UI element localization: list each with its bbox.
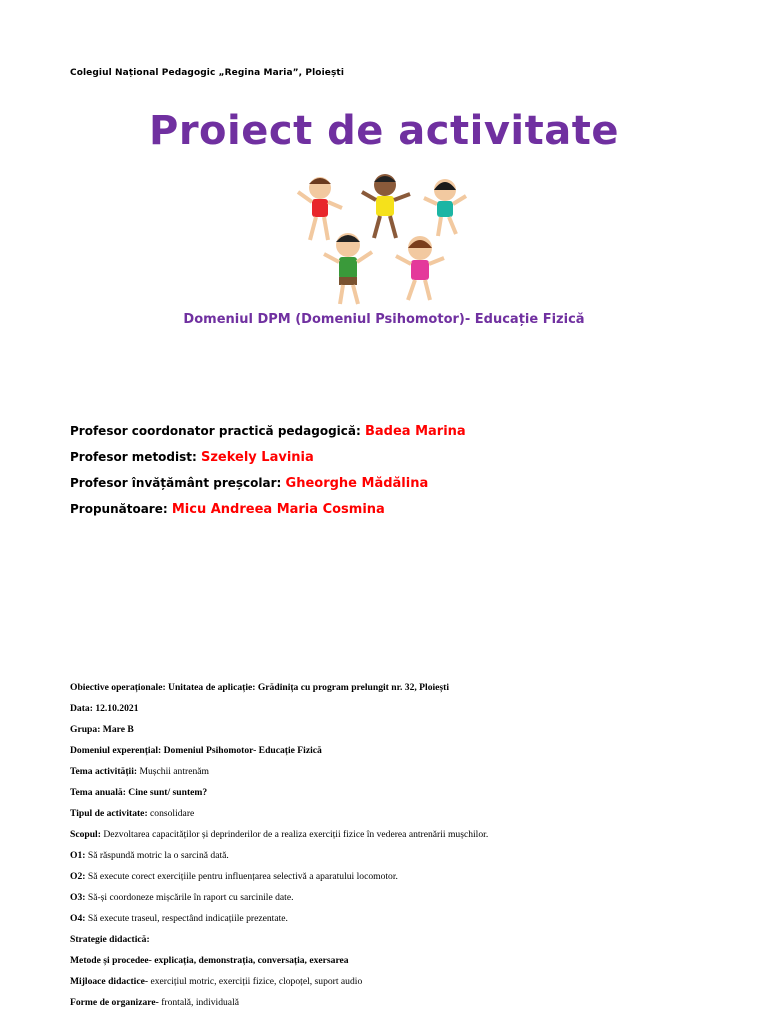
info-label: O3: <box>70 892 88 903</box>
info-value: Domeniul Psihomotor- Educație Fizică <box>163 745 322 756</box>
info-row <box>70 766 488 787</box>
info-row <box>70 850 488 871</box>
info-label: Data: <box>70 703 96 714</box>
role-row-teacher <box>70 476 466 502</box>
info-label: O2: <box>70 871 88 882</box>
role-label: Profesor coordonator practică pedagogică: <box>70 424 365 438</box>
child-green-icon <box>324 233 372 304</box>
info-row <box>70 745 488 766</box>
info-value: Să execute traseul, respectând indicațiile prezentate. <box>87 913 288 924</box>
info-row <box>70 955 488 976</box>
info-value: 12.10.2021 <box>95 703 139 714</box>
info-value: explicația, demonstrația, conversația, exersarea <box>154 955 349 966</box>
info-value: frontală, individuală <box>161 997 239 1008</box>
info-row <box>70 976 488 997</box>
role-value: Gheorghe Mădălina <box>285 476 429 491</box>
child-yellow-icon <box>362 174 410 238</box>
role-label: Propunătoare: <box>70 502 172 516</box>
info-row <box>70 997 488 1018</box>
info-label: Grupa: <box>70 724 103 735</box>
info-row <box>70 913 488 934</box>
info-label: O1: <box>70 850 88 861</box>
info-row <box>70 703 488 724</box>
domain-subtitle: Domeniul DPM (Domeniul Psihomotor)- Educație Fizică <box>183 312 585 327</box>
info-row <box>70 808 488 829</box>
info-value: Mare B <box>102 724 134 735</box>
info-label: Mijloace didactice- <box>70 976 151 987</box>
info-value: exercițiul motric, exerciții fizice, clopoțel, suport audio <box>150 976 363 987</box>
role-value: Szekely Lavinia <box>200 450 314 465</box>
info-label: Domeniul experențial: <box>70 745 164 756</box>
role-label: Profesor metodist: <box>70 450 201 464</box>
info-label: Obiective operaționale: <box>70 682 169 693</box>
role-value: Micu Andreea Maria Cosmina <box>171 502 385 517</box>
info-label: Strategie didactică: <box>70 934 150 945</box>
activity-details <box>70 682 488 1018</box>
child-red-icon <box>298 177 342 240</box>
info-row <box>70 724 488 745</box>
child-teal-icon <box>424 179 466 236</box>
role-row-coordinator <box>70 424 466 450</box>
page-title: Proiect de activitate <box>149 108 619 154</box>
info-value: Să răspundă motric la o sarcină dată. <box>87 850 229 861</box>
role-value: Badea Marina <box>364 424 466 439</box>
institution-header: Colegiul Național Pedagogic „Regina Maria”, Ploiești <box>70 68 345 78</box>
info-label: Forme de organizare- <box>70 997 162 1008</box>
info-row <box>70 892 488 913</box>
info-value: Unitatea de aplicație: Grădinița cu program prelungit nr. 32, Ploiești <box>168 682 450 693</box>
child-pink-icon <box>396 236 444 300</box>
info-value: Cine sunt/ suntem? <box>128 787 208 798</box>
info-row <box>70 871 488 892</box>
roles-section <box>70 424 466 528</box>
info-label: Tema activității: <box>70 766 140 777</box>
info-value: Dezvoltarea capacităților și deprinderilor de a realiza exerciții fizice în vederea antrenării mușchilor. <box>103 829 489 840</box>
info-value: consolidare <box>150 808 195 819</box>
info-value: Să-și coordoneze mișcările în raport cu sarcinile date. <box>87 892 294 903</box>
info-label: O4: <box>70 913 88 924</box>
info-row <box>70 787 488 808</box>
info-label: Scopul: <box>70 829 104 840</box>
jumping-children-icon <box>290 170 480 310</box>
info-label: Tipul de activitate: <box>70 808 151 819</box>
role-row-proposer <box>70 502 466 528</box>
info-label: Tema anuală: <box>70 787 129 798</box>
info-label: Metode și procedee- <box>70 955 155 966</box>
info-row <box>70 934 488 955</box>
info-value: Să execute corect exercițiile pentru influențarea selectivă a aparatului locomotor. <box>87 871 398 882</box>
info-row <box>70 829 488 850</box>
info-row <box>70 682 488 703</box>
info-value: Mușchii antrenăm <box>139 766 209 777</box>
role-label: Profesor învățământ preșcolar: <box>70 476 286 490</box>
role-row-methodist <box>70 450 466 476</box>
